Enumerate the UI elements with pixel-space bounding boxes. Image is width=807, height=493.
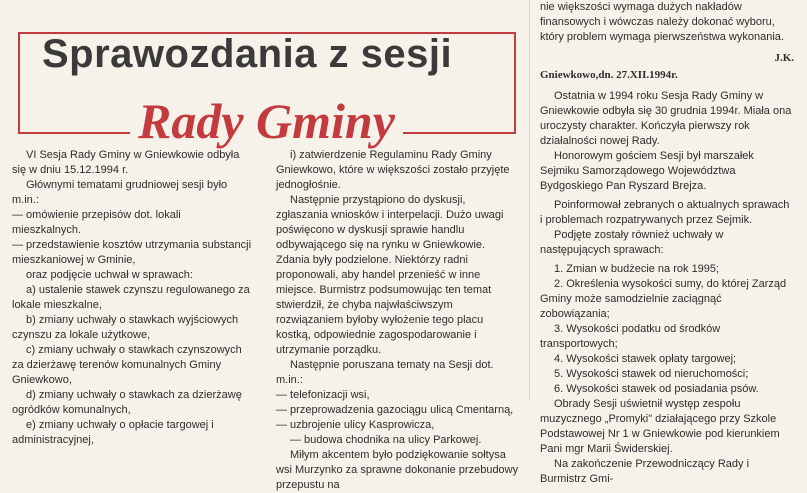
place-date: Gniewkowo,dn. 27.XII.1994r. — [540, 69, 678, 81]
list-item: d) zmiany uchwały o stawkach za dzierżawę ogródków komunalnych, — [12, 389, 242, 416]
list-item: c) zmiany uchwały o stawkach czynszowych za dzierżawę terenów komunalnych Gminy Gniewkowo, — [12, 344, 242, 386]
list-item: e) zmiany uchwały o opłacie targowej i administracyjnej, — [12, 419, 214, 446]
list-item: b) zmiany uchwały o stawkach wyjściowych czynszu za lokale użytkowe, — [12, 314, 239, 341]
paragraph: Podjęte zostały również uchwały w następujących sprawach: — [540, 229, 724, 256]
text-column-3 — [540, 0, 794, 487]
list-item: i) zatwierdzenie Regulaminu Rady Gminy Gniewkowo, które w większości zostało przyjęte jednogłośnie. — [276, 149, 510, 191]
paragraph: Na zakończenie Przewodniczący Rady i Burmistrz Gmi- — [540, 458, 750, 485]
paragraph: Poinformował zebranych o aktualnych sprawach i problemach rozpatrywanych przez Sejmik. — [540, 199, 790, 226]
paragraph: Ostatnia w 1994 roku Sesja Rady Gminy w Gniewkowie odbyła się 30 grudnia 1994r. Miała ona uroczysty charakter. Kończyła pierwszy rok działalności nowej Rady. — [540, 90, 792, 147]
paragraph: VI Sesja Rady Gminy w Gniewkowie odbyła się w dniu 15.12.1994 r. — [12, 149, 240, 176]
list-item: — telefonizacji wsi, — [276, 389, 370, 401]
list-item: 5. Wysokości stawek od nieruchomości; — [554, 368, 749, 380]
article-title: Sprawozdania z sesji — [42, 32, 453, 76]
paragraph: Honorowym gościem Sesji był marszałek Sejmiku Samorządowego Województwa Bydgoskiego Pan Ryszard Brejza. — [540, 150, 754, 192]
paragraph: oraz podjęcie uchwał w sprawach: — [26, 269, 193, 281]
text-column-1 — [12, 148, 252, 448]
paragraph: Obrady Sesji uświetnił występ zespołu muzycznego „Promyki" działającego przy Szkole Podstawowej Nr 1 w Gniewkowie pod kierunkiem Pani mgr Marii Świderskiej. — [540, 398, 780, 455]
list-item: 1. Zmian w budżecie na rok 1995; — [554, 263, 720, 275]
list-item: 2. Określenia wysokości sumy, do której Zarząd Gminy może samodzielnie zaciągnąć zobowiązania; — [540, 278, 787, 320]
article-subtitle: Rady Gminy — [130, 96, 403, 146]
paragraph: Następnie poruszana tematy na Sesji dot. m.in.: — [276, 359, 494, 386]
paragraph: Głównymi tematami grudniowej sesji było m.in.: — [12, 179, 228, 206]
paragraph: Następnie przystąpiono do dyskusji, zgłaszania wniosków i interpelacji. Dużo uwagi poświęcono w dyskusji sprawie handlu odbywającego się na rynku w Gniewkowie. Zdania były podzielone. Niektórzy radni proponowali, aby handel przenieść w inne miejsce. Burmistrz podsumowując ten temat stwierdził, że chyba najwłaściwszym rozwiązaniem byłoby wyłożenie tego placu kostką, odpowiednie zagospodarowanie i utrzymanie porządku. — [276, 194, 504, 356]
paragraph: nie większości wymaga dużych nakładów finansowych i wówczas należy dokonać wyboru, który problem wymaga pierwszeństwa wykonania. — [540, 1, 784, 43]
list-item: 6. Wysokości stawek od posiadania psów. — [554, 383, 759, 395]
paragraph: Miłym akcentem było podziękowanie sołtysa wsi Murzynko za sprawne dokonanie przebudowy przepustu na — [276, 449, 519, 491]
list-item: 3. Wysokości podatku od środków transportowych; — [540, 323, 721, 350]
list-item: — budowa chodnika na ulicy Parkowej. — [290, 434, 482, 446]
column-divider — [529, 0, 530, 400]
text-column-2 — [276, 148, 520, 493]
list-item: — uzbrojenie ulicy Kasprowicza, — [276, 419, 435, 431]
list-item: a) ustalenie stawek czynszu regulowanego za lokale mieszkalne, — [12, 284, 250, 311]
list-item: — przeprowadzenia gazociągu ulicą Cmentarną, — [276, 404, 514, 416]
list-item: 4. Wysokości stawek opłaty targowej; — [554, 353, 737, 365]
list-item: — przedstawienie kosztów utrzymania substancji mieszkaniowej w Gminie, — [12, 239, 252, 266]
list-item: — omówienie przepisów dot. lokali mieszkalnych. — [12, 209, 181, 236]
author-signature: J.K. — [774, 52, 794, 64]
